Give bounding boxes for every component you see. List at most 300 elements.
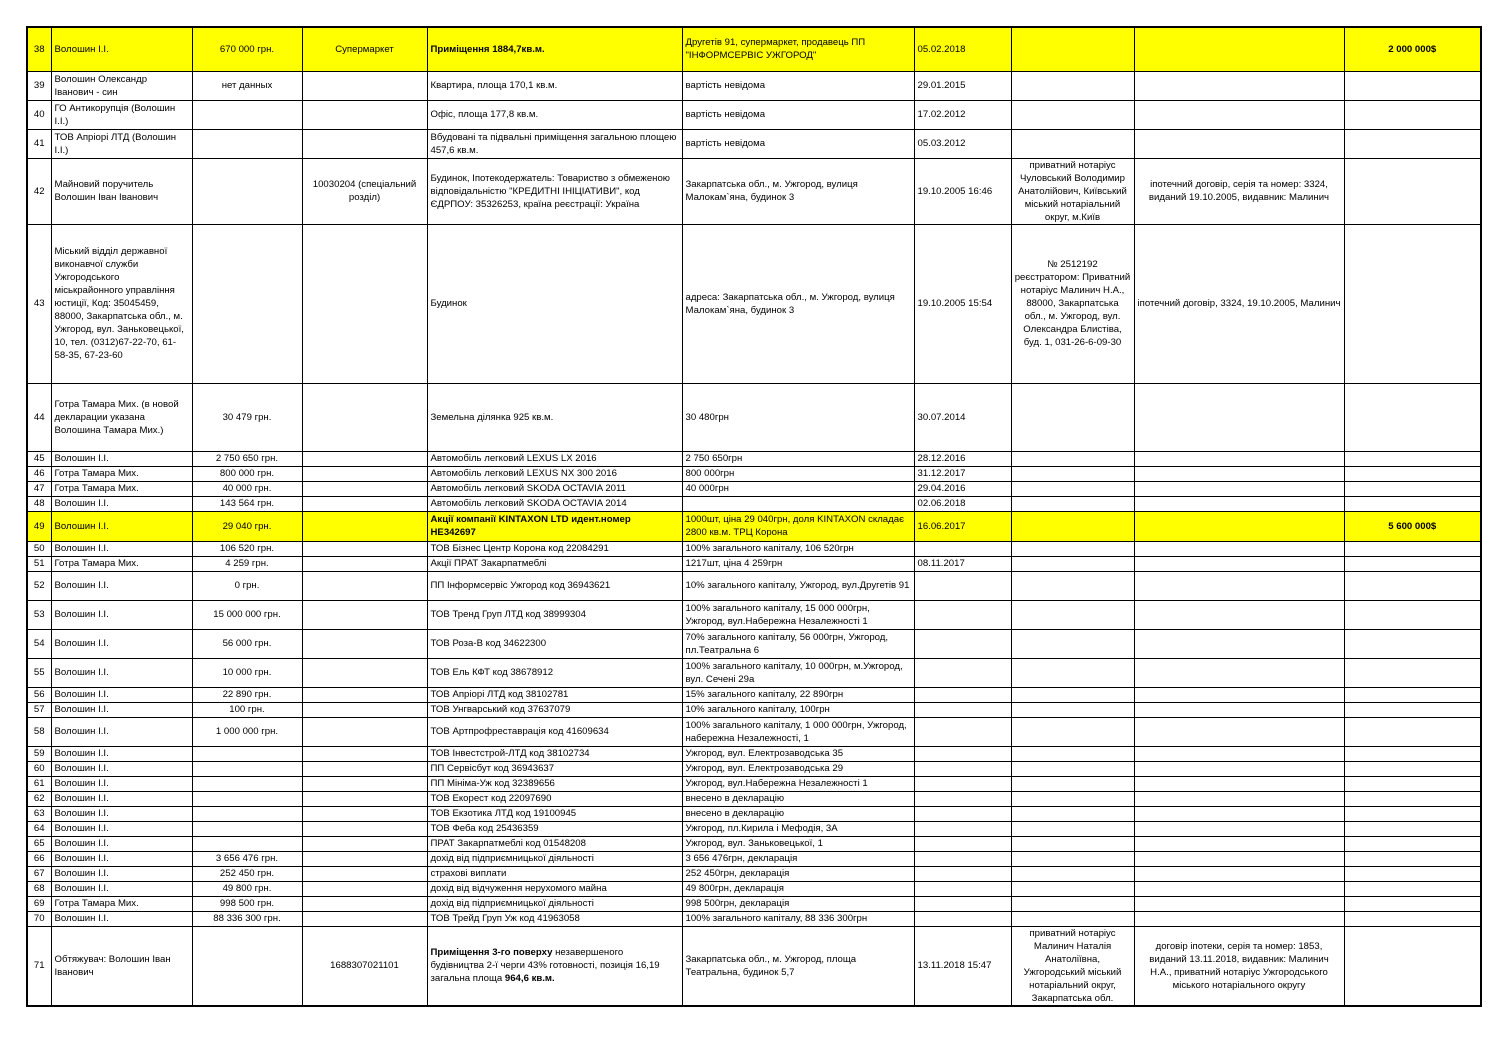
amount-cell — [192, 129, 302, 158]
object-cell — [302, 451, 427, 466]
table-row — [27, 821, 1481, 836]
amount-cell: 106 520 грн. — [192, 541, 302, 556]
description-cell — [427, 511, 682, 541]
description-cell — [427, 761, 682, 776]
object-cell — [302, 896, 427, 911]
document-cell — [1134, 806, 1344, 821]
location-cell: вартість невідома — [682, 100, 914, 129]
description-cell — [427, 836, 682, 851]
document-cell — [1134, 702, 1344, 717]
row-number: 66 — [27, 851, 51, 866]
total-cell — [1344, 881, 1481, 896]
notary-cell — [1011, 761, 1134, 776]
document-cell — [1134, 687, 1344, 702]
location-cell: адреса: Закарпатська обл., м. Ужгород, вулиця Малокам`яна, будинок 3 — [682, 224, 914, 383]
location-cell: 800 000грн — [682, 466, 914, 481]
row-number: 48 — [27, 496, 51, 511]
description-text: ТОВ Екзотика ЛТД код 19100945 — [430, 808, 577, 819]
description-text: ТОВ Інвестстрой-ЛТД код 38102734 — [430, 748, 590, 759]
owner-cell: Волошин І.І. — [51, 881, 192, 896]
amount-cell: 30 479 грн. — [192, 383, 302, 451]
amount-cell: 4 259 грн. — [192, 556, 302, 571]
object-cell — [302, 129, 427, 158]
description-cell — [427, 466, 682, 481]
amount-cell: 49 800 грн. — [192, 881, 302, 896]
description-cell — [427, 776, 682, 791]
location-cell: 100% загального капіталу, 106 520грн — [682, 541, 914, 556]
owner-cell: Волошин І.І. — [51, 27, 192, 71]
description-text: ПРАТ Закарпатмеблі код 01548208 — [430, 838, 586, 849]
amount-cell — [192, 776, 302, 791]
row-number: 51 — [27, 556, 51, 571]
row-number: 58 — [27, 717, 51, 746]
description-cell — [427, 496, 682, 511]
row-number: 46 — [27, 466, 51, 481]
location-cell: Закарпатська обл., м. Ужгород, площа Театральна, будинок 5,7 — [682, 926, 914, 1006]
table-row — [27, 776, 1481, 791]
owner-cell: Волошин І.І. — [51, 806, 192, 821]
date-cell: 28.12.2016 — [914, 451, 1011, 466]
table-row — [27, 556, 1481, 571]
location-cell: Другетів 91, супермаркет, продавець ПП "ІНФОРМСЕРВІС УЖГОРОД" — [682, 27, 914, 71]
object-cell — [302, 911, 427, 926]
description-text: Приміщення 1884,7кв.м. — [430, 43, 545, 55]
owner-cell: Обтяжувач: Волошин Іван Іванович — [51, 926, 192, 1006]
description-cell — [427, 27, 682, 71]
row-number: 67 — [27, 866, 51, 881]
total-cell — [1344, 911, 1481, 926]
date-cell: 05.02.2018 — [914, 27, 1011, 71]
total-cell — [1344, 481, 1481, 496]
row-number: 45 — [27, 451, 51, 466]
table-row — [27, 571, 1481, 600]
owner-cell: Волошин І.І. — [51, 821, 192, 836]
description-text: ПП Інформсервіс Ужгород код 36943621 — [430, 580, 611, 591]
description-text: Офіс, площа 177,8 кв.м. — [430, 109, 539, 120]
amount-cell: 252 450 грн. — [192, 866, 302, 881]
date-cell — [914, 746, 1011, 761]
description-cell — [427, 600, 682, 629]
total-cell — [1344, 158, 1481, 224]
row-number: 70 — [27, 911, 51, 926]
location-cell: 40 000грн — [682, 481, 914, 496]
table-row — [27, 71, 1481, 100]
date-cell — [914, 717, 1011, 746]
description-text: страхові виплати — [430, 868, 507, 879]
owner-cell: Волошин І.І. — [51, 451, 192, 466]
owner-cell: Волошин І.І. — [51, 629, 192, 658]
owner-cell: Волошин І.І. — [51, 851, 192, 866]
row-number: 56 — [27, 687, 51, 702]
notary-cell — [1011, 629, 1134, 658]
amount-cell: 29 040 грн. — [192, 511, 302, 541]
description-text: Земельна ділянка 925 кв.м. — [430, 411, 554, 423]
table-row — [27, 541, 1481, 556]
object-cell — [302, 761, 427, 776]
date-cell: 13.11.2018 15:47 — [914, 926, 1011, 1006]
amount-cell — [192, 100, 302, 129]
object-cell — [302, 511, 427, 541]
notary-cell — [1011, 896, 1134, 911]
location-cell: 100% загального капіталу, 88 336 300грн — [682, 911, 914, 926]
owner-cell: Майновий поручитель Волошин Іван Іванович — [51, 158, 192, 224]
document-cell — [1134, 27, 1344, 71]
description-cell — [427, 746, 682, 761]
table-row — [27, 911, 1481, 926]
table-row — [27, 806, 1481, 821]
description-cell — [427, 806, 682, 821]
notary-cell — [1011, 71, 1134, 100]
row-number: 47 — [27, 481, 51, 496]
row-number: 50 — [27, 541, 51, 556]
owner-cell: Волошин І.І. — [51, 717, 192, 746]
description-cell — [427, 556, 682, 571]
amount-cell: 100 грн. — [192, 702, 302, 717]
description-cell — [427, 451, 682, 466]
object-cell — [302, 496, 427, 511]
description-text: ТОВ Унгварський код 37637079 — [430, 704, 571, 715]
description-text: Автомобіль легковий SKODA OCTAVIA 2014 — [430, 498, 627, 509]
owner-cell: Волошин І.І. — [51, 836, 192, 851]
table-row — [27, 896, 1481, 911]
amount-cell: 88 336 300 грн. — [192, 911, 302, 926]
notary-cell — [1011, 776, 1134, 791]
document-cell — [1134, 836, 1344, 851]
owner-cell: Волошин І.І. — [51, 776, 192, 791]
owner-cell: Готра Тамара Мих. (в новой декларации указана Волошина Тамара Мих.) — [51, 383, 192, 451]
description-text: Автомобіль легковий SKODA OCTAVIA 2011 — [430, 483, 626, 494]
description-text: ТОВ Артпрофреставрація код 41609634 — [430, 726, 609, 737]
object-cell: 1688307021101 — [302, 926, 427, 1006]
notary-cell — [1011, 836, 1134, 851]
amount-cell — [192, 806, 302, 821]
row-number: 53 — [27, 600, 51, 629]
date-cell: 29.04.2016 — [914, 481, 1011, 496]
table-row — [27, 158, 1481, 224]
notary-cell — [1011, 27, 1134, 71]
amount-cell — [192, 791, 302, 806]
table-row — [27, 224, 1481, 383]
document-cell — [1134, 71, 1344, 100]
date-cell — [914, 896, 1011, 911]
notary-cell — [1011, 129, 1134, 158]
notary-cell — [1011, 687, 1134, 702]
date-cell — [914, 866, 1011, 881]
document-cell: іпотечний договір, 3324, 19.10.2005, Малинич — [1134, 224, 1344, 383]
description-cell — [427, 866, 682, 881]
notary-cell — [1011, 746, 1134, 761]
total-cell — [1344, 541, 1481, 556]
owner-cell: ГО Антикорупція (Волошин І.І.) — [51, 100, 192, 129]
date-cell — [914, 702, 1011, 717]
location-cell: 998 500грн, декларація — [682, 896, 914, 911]
location-cell: Ужгород, пл.Кирила і Мефодія, 3А — [682, 821, 914, 836]
object-cell — [302, 746, 427, 761]
object-cell — [302, 629, 427, 658]
total-cell — [1344, 129, 1481, 158]
table-body — [27, 27, 1481, 1006]
row-number: 39 — [27, 71, 51, 100]
notary-cell — [1011, 821, 1134, 836]
row-number: 62 — [27, 791, 51, 806]
date-cell: 19.10.2005 16:46 — [914, 158, 1011, 224]
owner-cell: Волошин І.І. — [51, 571, 192, 600]
description-text: ПП Мініма-Уж код 32389656 — [430, 778, 555, 789]
owner-cell: Волошин І.І. — [51, 761, 192, 776]
location-cell: 1000шт, ціна 29 040грн, доля KINTAXON складає 2800 кв.м. ТРЦ Корона — [682, 511, 914, 541]
row-number: 52 — [27, 571, 51, 600]
owner-cell: Міський відділ державної виконавчої служби Ужгородського міськрайонного управління юстиції, Код: 35045459, 88000, Закарпатська обл., м. Ужгород, вул. Заньковецької, 10, тел. (0312)67-22-70, 61-58-35, 67-23-60 — [51, 224, 192, 383]
row-number: 65 — [27, 836, 51, 851]
description-cell — [427, 481, 682, 496]
document-cell: договір іпотеки, серія та номер: 1853, виданий 13.11.2018, видавник: Малинич Н.А., приватний нотаріус Ужгородського міського нотаріального округу — [1134, 926, 1344, 1006]
table-row — [27, 100, 1481, 129]
object-cell — [302, 658, 427, 687]
notary-cell: № 2512192 реєстратором: Приватний нотаріус Малинич Н.А., 88000, Закарпатська обл., м. Ужгород, вул. Олександра Блистіва, буд. 1, 031-26-6-09-30 — [1011, 224, 1134, 383]
location-cell: Ужгород, вул.Набережна Незалежності 1 — [682, 776, 914, 791]
description-text: Акції ПРАТ Закарпатмеблі — [430, 558, 547, 569]
table-row — [27, 481, 1481, 496]
amount-cell: 56 000 грн. — [192, 629, 302, 658]
owner-cell: Волошин І.І. — [51, 866, 192, 881]
location-cell: внесено в декларацію — [682, 791, 914, 806]
object-cell — [302, 836, 427, 851]
total-cell — [1344, 761, 1481, 776]
description-cell — [427, 851, 682, 866]
amount-cell: 40 000 грн. — [192, 481, 302, 496]
row-number: 59 — [27, 746, 51, 761]
total-cell — [1344, 71, 1481, 100]
date-cell — [914, 571, 1011, 600]
notary-cell — [1011, 100, 1134, 129]
description-text: Приміщення 3-го поверху — [430, 947, 553, 958]
description-text: Будинок, Іпотекодержатель: Товариство з обмеженою відповідальністю "КРЕДИТНІ ІНІЦІАТИВИ", код ЄДРПОУ: 35326253, країна реєстрації: Україна — [430, 172, 670, 210]
notary-cell — [1011, 717, 1134, 746]
location-cell: 2 750 650грн — [682, 451, 914, 466]
total-cell — [1344, 806, 1481, 821]
location-cell: 252 450грн, декларація — [682, 866, 914, 881]
total-cell — [1344, 658, 1481, 687]
document-cell — [1134, 658, 1344, 687]
description-text: незавершеного будівництва 2-ї черги 43% готовності, позиція 16,19 загальна площа — [430, 947, 660, 984]
description-cell — [427, 224, 682, 383]
table-row — [27, 851, 1481, 866]
date-cell: 31.12.2017 — [914, 466, 1011, 481]
location-cell: 1217шт, ціна 4 259грн — [682, 556, 914, 571]
amount-cell: 3 656 476 грн. — [192, 851, 302, 866]
description-text: ТОВ Апріорі ЛТД код 38102781 — [430, 689, 569, 700]
table-row — [27, 687, 1481, 702]
description-cell — [427, 896, 682, 911]
document-cell — [1134, 911, 1344, 926]
total-cell — [1344, 383, 1481, 451]
table-row — [27, 27, 1481, 71]
date-cell — [914, 761, 1011, 776]
amount-cell — [192, 926, 302, 1006]
notary-cell — [1011, 702, 1134, 717]
notary-cell — [1011, 556, 1134, 571]
date-cell: 17.02.2012 — [914, 100, 1011, 129]
total-cell — [1344, 791, 1481, 806]
total-cell — [1344, 896, 1481, 911]
row-number: 43 — [27, 224, 51, 383]
document-cell — [1134, 466, 1344, 481]
table-row — [27, 129, 1481, 158]
description-cell — [427, 629, 682, 658]
notary-cell — [1011, 791, 1134, 806]
description-cell — [427, 717, 682, 746]
object-cell: Супермаркет — [302, 27, 427, 71]
table-row — [27, 717, 1481, 746]
date-cell — [914, 541, 1011, 556]
table-row — [27, 466, 1481, 481]
owner-cell: Волошин І.І. — [51, 511, 192, 541]
total-cell — [1344, 600, 1481, 629]
row-number: 64 — [27, 821, 51, 836]
description-cell — [427, 926, 682, 1006]
amount-cell — [192, 224, 302, 383]
description-text: ТОВ Феба код 25436359 — [430, 823, 539, 834]
amount-cell: 15 000 000 грн. — [192, 600, 302, 629]
notary-cell — [1011, 541, 1134, 556]
table-row — [27, 881, 1481, 896]
description-cell — [427, 100, 682, 129]
document-cell — [1134, 383, 1344, 451]
location-cell: внесено в декларацію — [682, 806, 914, 821]
description-cell — [427, 702, 682, 717]
location-cell: 100% загального капіталу, 10 000грн, м.Ужгород, вул. Сечені 29а — [682, 658, 914, 687]
location-cell: 100% загального капіталу, 1 000 000грн, Ужгород, набережна Незалежності, 1 — [682, 717, 914, 746]
total-cell: 5 600 000$ — [1344, 511, 1481, 541]
object-cell — [302, 776, 427, 791]
owner-cell: Готра Тамара Мих. — [51, 556, 192, 571]
total-cell — [1344, 496, 1481, 511]
owner-cell: Волошин І.І. — [51, 687, 192, 702]
table-row — [27, 451, 1481, 466]
date-cell — [914, 821, 1011, 836]
object-cell — [302, 71, 427, 100]
date-cell — [914, 791, 1011, 806]
description-text: Акції компанії KINTAXON LTD идент.номер НЕ342697 — [430, 514, 631, 538]
location-cell: Ужгород, вул. Електрозаводська 35 — [682, 746, 914, 761]
date-cell: 16.06.2017 — [914, 511, 1011, 541]
total-cell — [1344, 926, 1481, 1006]
location-cell: 70% загального капіталу, 56 000грн, Ужгород, пл.Театральна 6 — [682, 629, 914, 658]
object-cell — [302, 466, 427, 481]
description-cell — [427, 911, 682, 926]
location-cell: 10% загального капіталу, Ужгород, вул.Другетів 91 — [682, 571, 914, 600]
total-cell — [1344, 746, 1481, 761]
table-row — [27, 866, 1481, 881]
owner-cell: Готра Тамара Мих. — [51, 466, 192, 481]
document-cell — [1134, 541, 1344, 556]
description-cell — [427, 71, 682, 100]
object-cell — [302, 851, 427, 866]
object-cell — [302, 881, 427, 896]
location-cell: вартість невідома — [682, 129, 914, 158]
table-row — [27, 496, 1481, 511]
location-cell: 49 800грн, декларація — [682, 881, 914, 896]
amount-cell: 1 000 000 грн. — [192, 717, 302, 746]
notary-cell — [1011, 511, 1134, 541]
total-cell — [1344, 224, 1481, 383]
date-cell — [914, 836, 1011, 851]
row-number: 57 — [27, 702, 51, 717]
description-cell — [427, 571, 682, 600]
total-cell — [1344, 556, 1481, 571]
document-cell — [1134, 791, 1344, 806]
document-cell — [1134, 629, 1344, 658]
row-number: 41 — [27, 129, 51, 158]
object-cell — [302, 100, 427, 129]
description-text: ТОВ Тренд Груп ЛТД код 38999304 — [430, 609, 586, 620]
description-text: ТОВ Трейд Груп Уж код 41963058 — [430, 913, 580, 924]
date-cell: 02.06.2018 — [914, 496, 1011, 511]
amount-cell: 800 000 грн. — [192, 466, 302, 481]
date-cell — [914, 629, 1011, 658]
row-number: 71 — [27, 926, 51, 1006]
date-cell: 05.03.2012 — [914, 129, 1011, 158]
object-cell — [302, 556, 427, 571]
owner-cell: Волошин І.І. — [51, 600, 192, 629]
table-row — [27, 658, 1481, 687]
notary-cell — [1011, 571, 1134, 600]
document-cell — [1134, 481, 1344, 496]
object-cell: 10030204 (спеціальний розділ) — [302, 158, 427, 224]
owner-cell: Готра Тамара Мих. — [51, 481, 192, 496]
description-cell — [427, 687, 682, 702]
total-cell — [1344, 629, 1481, 658]
date-cell — [914, 851, 1011, 866]
location-cell — [682, 496, 914, 511]
table-row — [27, 600, 1481, 629]
total-cell — [1344, 851, 1481, 866]
owner-cell: Волошин І.І. — [51, 911, 192, 926]
description-cell — [427, 881, 682, 896]
document-cell — [1134, 746, 1344, 761]
description-cell — [427, 791, 682, 806]
amount-cell — [192, 158, 302, 224]
row-number: 63 — [27, 806, 51, 821]
date-cell: 08.11.2017 — [914, 556, 1011, 571]
table-row — [27, 836, 1481, 851]
owner-cell: Волошин Олександр Іванович - син — [51, 71, 192, 100]
location-cell: 15% загального капіталу, 22 890грн — [682, 687, 914, 702]
row-number: 38 — [27, 27, 51, 71]
total-cell — [1344, 466, 1481, 481]
object-cell — [302, 481, 427, 496]
total-cell — [1344, 866, 1481, 881]
amount-cell — [192, 761, 302, 776]
table-row — [27, 383, 1481, 451]
total-cell — [1344, 821, 1481, 836]
amount-cell: 998 500 грн. — [192, 896, 302, 911]
description-text: Квартира, площа 170,1 кв.м. — [430, 80, 558, 91]
owner-cell: ТОВ Апріорі ЛТД (Волошин І.І.) — [51, 129, 192, 158]
description-text: Автомобіль легковий LEXUS LX 2016 — [430, 453, 597, 464]
total-cell — [1344, 687, 1481, 702]
total-cell — [1344, 776, 1481, 791]
date-cell: 30.07.2014 — [914, 383, 1011, 451]
table-row — [27, 702, 1481, 717]
owner-cell: Волошин І.І. — [51, 746, 192, 761]
location-cell: 3 656 476грн, декларація — [682, 851, 914, 866]
object-cell — [302, 791, 427, 806]
row-number: 40 — [27, 100, 51, 129]
location-cell: Ужгород, вул. Заньковецької, 1 — [682, 836, 914, 851]
description-cell — [427, 158, 682, 224]
description-text: Автомобіль легковий LEXUS NX 300 2016 — [430, 468, 617, 479]
